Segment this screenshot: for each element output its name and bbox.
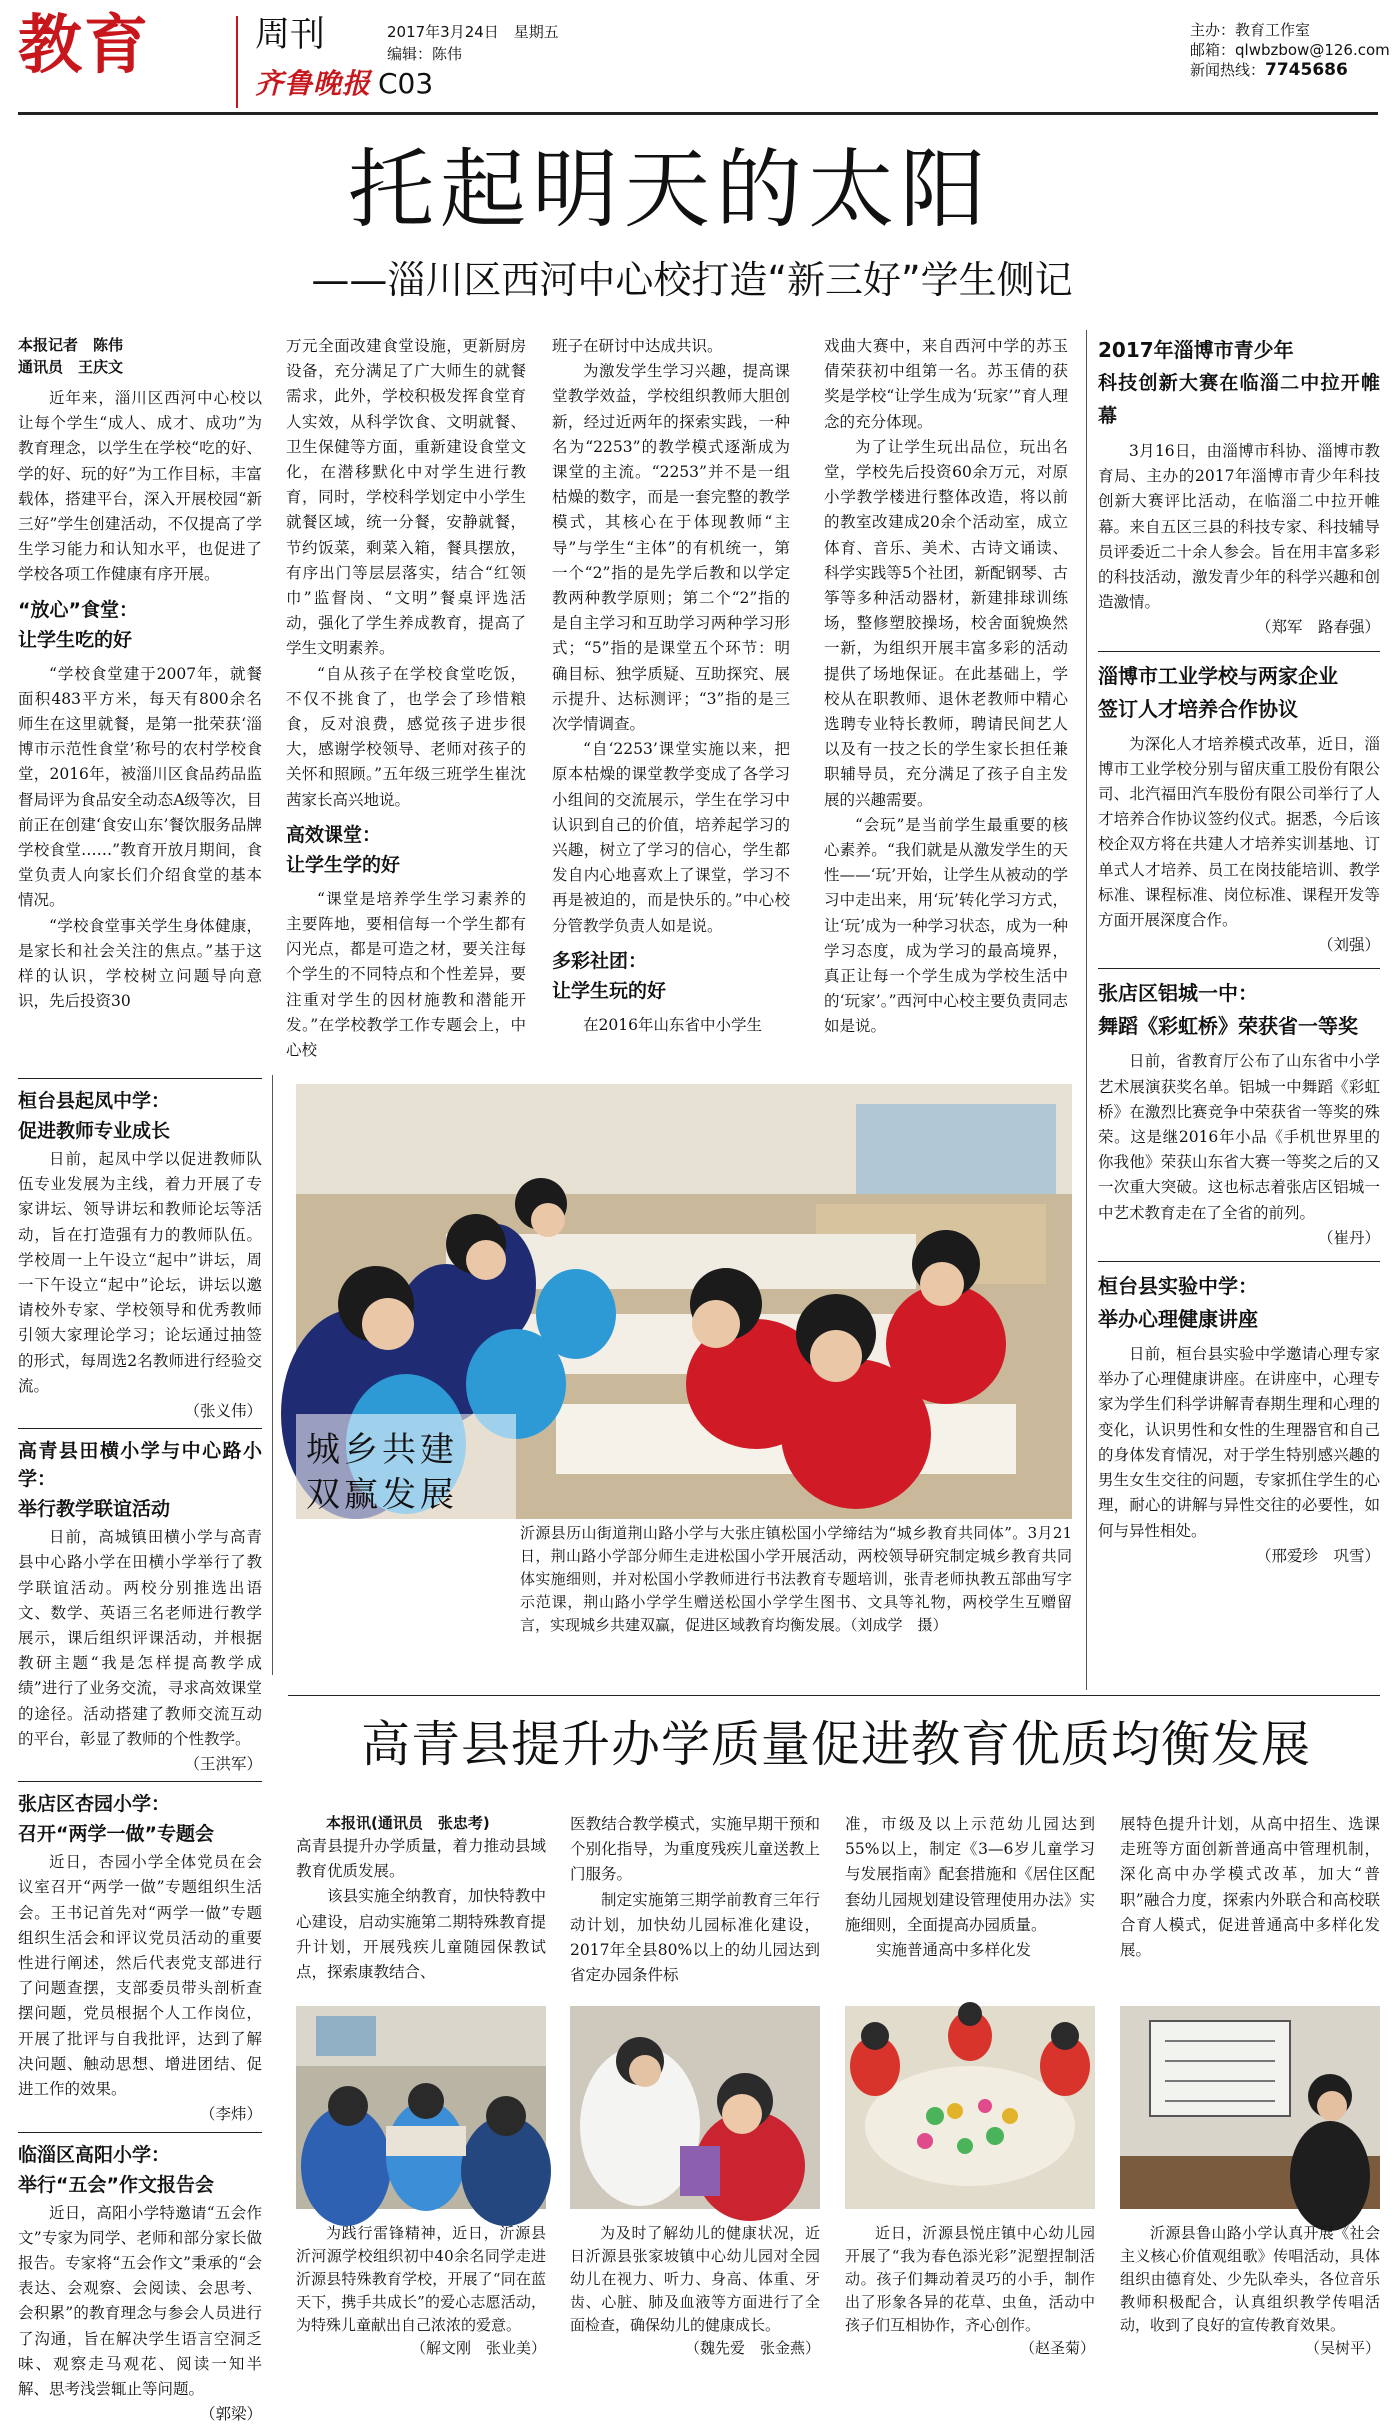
hotline-number: 7745686 xyxy=(1265,60,1348,80)
hotline-line xyxy=(1190,60,1348,80)
section-heading: 让学生学的好 xyxy=(286,853,401,876)
main-story-col3 xyxy=(552,334,790,1066)
caption-text: 为践行雷锋精神，近日，沂源县沂河源学校组织初中40余名同学走进沂源县特殊教育学校，开展了“同在蓝天下，携手共成长”的爱心志愿活动，为特殊儿童献出自己浓浓的爱意。 xyxy=(296,2224,546,2334)
paragraph: 为激发学生学习兴趣，提高课堂教学效益，学校组织教师大胆创新，经过近两年的探索实践，一种名为“2253”的教学模式逐渐成为课堂的主流。“2253”并不是一组枯燥的数字，而是一套完整的教学模式，其核心在于体现教师“主导”与学生“主体”的有机统一，第一个“2”指的是先学后教和以学定教两种教学原则；第二个“2”指的是自主学习和互助学习两种学习形式；“5”指的是课堂五个环节：明确目标、独学质疑、互助探究、展示提升、达标测评；“3”指的是三次学情调查。 xyxy=(552,362,790,734)
brief-place: 张店区铝城一中： xyxy=(1098,981,1258,1006)
brief-signature: （崔丹） xyxy=(1317,1228,1380,1247)
story2-byline: 本报讯(通讯员 张忠考) xyxy=(326,1814,490,1832)
photo-credit: （魏先爱 张金燕） xyxy=(684,2339,820,2357)
main-story-col4 xyxy=(824,334,1068,1066)
brief-place: 张店区杏园小学： xyxy=(18,1793,171,1816)
feature-photo-classroom xyxy=(296,1084,1072,1519)
paper-logo: 齐鲁晚报 xyxy=(255,67,372,100)
paragraph: 展特色提升计划，从高中招生、选课走班等方面创新普通高中管理机制，深化高中办学模式改革，加大“普职”融合力度，探索内外联合和高校联合育人模式，促进普通高中多样化发展。 xyxy=(1120,1815,1380,1960)
brief-title: 举办心理健康讲座 xyxy=(1098,1307,1258,1332)
brief-title: 召开“两学一做”专题会 xyxy=(18,1823,214,1846)
brief-signature: （李炜） xyxy=(199,2105,262,2124)
brief-signature: （张义伟） xyxy=(184,1402,262,1421)
page-number: C03 xyxy=(378,67,434,100)
section-heading: 高效课堂： xyxy=(286,823,382,846)
weekly-label: 周刊 xyxy=(255,15,326,55)
caption-text: 沂源县鲁山路小学认真开展《社会主义核心价值观组歌》传唱活动，具体组织由德育处、少先队牵头，各位音乐教师积极配合，认真组织教学传唱活动，收到了良好的宣传教育效果。 xyxy=(1120,2224,1380,2334)
caption-text: 近日，沂源县悦庄镇中心幼儿园开展了“我为春色添光彩”泥塑捏制活动。孩子们舞动着灵巧的小手，制作出了形象各异的花草、虫鱼，活动中孩子们互相协作，齐心创作。 xyxy=(845,2224,1095,2334)
paragraph: 戏曲大赛中，来自西河中学的苏玉倩荣获初中组第一名。苏玉倩的获奖是学校“让学生成为‘玩家’”育人理念的充分体现。 xyxy=(824,337,1068,431)
brief-title: 签订人才培养合作协议 xyxy=(1098,696,1298,721)
brief-body: 近日，高阳小学特邀请“五会作文”专家为同学、老师和部分家长做报告。专家将“五会作文”秉承的“会表达、会观察、会阅读、会思考、会积累”的教育理念与参会人员进行了沟通，旨在解决学生语言空洞乏味、观察走马观花、阅读一知半解、思考浅尝辄止等问题。 xyxy=(18,2203,262,2398)
brief-body: 近日，杏园小学全体党员在会议室召开“两学一做”专题组织生活会。王书记首先对“两学一做”专题组织生活会和评议党员活动的重要性进行阐述，然后代表党支部进行了问题查摆，支部委员带头剖析查摆问题，党员根据个人工作岗位，开展了批评与自我批评，达到了解决问题、触动思想、增进团结、促进工作的效果。 xyxy=(18,1853,262,2099)
brief-title: 2017年淄博市青少年 xyxy=(1098,338,1294,362)
main-headline: 托起明天的太阳 xyxy=(348,140,992,240)
brief-body: 为深化人才培养模式改革，近日，淄博市工业学校分别与留庆重工股份有限公司、北汽福田汽车股份有限公司举行了人才培养合作协议签约仪式。据悉，今后该校企双方将在共建人才培养实训基地、订单式人才培养、员工在岗技能培训、教学标准、课程标准、岗位标准、课程开发等方面开展深度合作。 xyxy=(1098,734,1380,930)
brief-body: 日前，省教育厅公布了山东省中小学艺术展演获奖名单。铝城一中舞蹈《彩虹桥》在激烈比赛竞争中荣获省一等奖的殊荣。这是继2016年小品《手机世界里的你我他》荣获山东省大赛一等奖之后的又一次重大突破。这也标志着张店区铝城一中艺术教育走在了全省的前列。 xyxy=(1098,1052,1380,1222)
music-class-photo xyxy=(1120,2006,1380,2209)
paragraph: “会玩”是当前学生最重要的核心素养。“我们就是从激发学生的天性——‘玩’开始，让学生从被动的学习中走出来，用‘玩’转化学习方式，让‘玩’成为一种学习状态，成为一种学习态度，成为学习的最高境界，真正让每一个学生成为学校生活中的‘玩家’。”西河中心校主要负责同志如是说。 xyxy=(824,815,1068,1036)
photo-credit: （刘成学 摄） xyxy=(850,1616,948,1634)
brief-signature: （王洪军） xyxy=(184,1755,262,1774)
clay-modelling-photo xyxy=(845,2006,1095,2209)
bottom-photo-1 xyxy=(296,2006,546,2209)
bottom-photo-2 xyxy=(570,2006,820,2209)
byline-reporter: 本报记者 陈伟 xyxy=(18,336,124,354)
section-heading: “放心”食堂： xyxy=(18,598,138,621)
caption-text: 沂源县历山街道荆山路小学与大张庄镇松国小学缔结为“城乡教育共同体”。3月21日，荆山路小学部分师生走进松国小学开展活动，两校领导研究制定城乡教育共同体实施细则，并对松国小学教师进行书法教育专题培训，张青老师执教五部曲写字示范课，荆山路小学学生赠送松国小学学生图书、文具等礼物，两校学生互赠留言，实现城乡共建双赢，促进区域教育均衡发展。 xyxy=(520,1524,1072,1634)
brief-title: 舞蹈《彩虹桥》荣获省一等奖 xyxy=(1098,1014,1358,1039)
brief-title: 淄博市工业学校与两家企业 xyxy=(1098,663,1338,688)
feature-photo-caption xyxy=(520,1522,1072,1637)
paragraph: “课堂是培养学生学习素养的主要阵地，要相信每一个学生都有闪光点，都是可造之材，要关注每个学生的不同特点和个性差异，要注重对学生的因材施教和潜能开发。”在学校教学工作专题会上，中心校 xyxy=(286,889,526,1060)
paragraph: “自从孩子在学校食堂吃饭，不仅不挑食了，也学会了珍惜粮食，反对浪费，感觉孩子进步很大，感谢学校领导、老师对孩子的关怀和照顾。”五年级三班学生崔沈茜家长高兴地说。 xyxy=(286,664,526,809)
brief-title: 举行教学联谊活动 xyxy=(18,1498,171,1521)
paragraph: 制定实施第三期学前教育三年行动计划，加快幼儿园标准化建设，2017年全县80%以上的幼儿园达到省定办园条件标 xyxy=(570,1890,820,1985)
paragraph: 为了让学生玩出品位，玩出名堂，学校先后投资60余万元，对原小学教学楼进行整体改造，将以前的教室改建成20余个活动室，成立体育、音乐、美术、古诗文诵读、科学实践等5个社团，新配钢琴、古筝等多种活动器材，新建排球训练场，整修塑胶操场，校舍面貌焕然一新，为组织开展丰富多彩的活动提供了场地保证。在此基础上，学校从在职教师、退休老教师中精心选聘专业特长教师，聘请民间艺人以及有一技之长的学生家长担任兼职辅导员，充分满足了孩子自主发展的兴趣需要。 xyxy=(824,437,1068,809)
paragraph: “学校食堂建于2007年，就餐面积483平方米，每天有800余名师生在这里就餐，是第一批荣获‘淄博市示范性食堂’称号的农村学校食堂，2016年，被淄川区食品药品监督局评为食品安全动态A级等次，目前正在创建‘食安山东’餐饮服务品牌学校食堂……”教育开放月期间，食堂负责人向家长们介绍食堂的基本情况。 xyxy=(18,664,262,910)
brief-place: 临淄区高阳小学： xyxy=(18,2143,171,2166)
section-title: 教育 xyxy=(18,9,150,83)
brief-body: 3月16日，由淄博市科协、淄博市教育局、主办的2017年淄博市青少年科技创新大赛评比活动，在临淄二中拉开帷幕。来自五区三县的科技专家、科技辅导员评委近二十余人参会。旨在用丰富多彩的科技活动，激发青少年的科学兴趣和创造激情。 xyxy=(1098,442,1380,612)
story2-col4 xyxy=(1120,1812,1380,1982)
brief-signature: （郑军 路春强） xyxy=(1255,618,1380,637)
story2-col3 xyxy=(845,1812,1095,1982)
brief-place: 高青县田横小学与中心路小学： xyxy=(18,1440,262,1491)
paragraph: 班子在研讨中达成共识。 xyxy=(552,337,723,355)
story2-headline: 高青县提升办学质量促进教育优质均衡发展 xyxy=(360,1716,1311,1773)
paragraph: 高青县提升办学质量，着力推动县域教育优质发展。 xyxy=(296,1837,546,1881)
photo-credit: （赵圣菊） xyxy=(1019,2339,1095,2357)
photo-credit: （吴树平） xyxy=(1304,2339,1380,2357)
brief-signature: （郭梁） xyxy=(199,2405,262,2424)
health-check-photo xyxy=(570,2006,820,2209)
caption-text: 为及时了解幼儿的健康状况，近日沂源县张家坡镇中心幼儿园对全园幼儿在视力、听力、身高、体重、牙齿、心脏、肺及血液等方面进行了全面检查，确保幼儿的健康成长。 xyxy=(570,2224,820,2334)
paragraph: “学校食堂事关学生身体健康，是家长和社会关注的焦点。”基于这样的认识，学校树立问题导向意识，先后投资30 xyxy=(18,916,262,1011)
brief-place: 桓台县起凤中学： xyxy=(18,1090,171,1112)
section-heading: 让学生吃的好 xyxy=(18,628,133,651)
editor-line: 编辑：陈伟 xyxy=(387,45,463,63)
brief-title: 科技创新大赛在临淄二中拉开帷幕 xyxy=(1098,372,1380,427)
brief-signature: （邢爱珍 巩雪） xyxy=(1255,1546,1380,1565)
right-sidebar xyxy=(1098,334,1380,1694)
brief-body: 日前，桓台县实验中学邀请心理专家举办了心理健康讲座。在讲座中，心理专家为学生们科学讲解青春期生理和心理的变化，认识男性和女性的生理器官和自己的身体发育情况，对于学生特别感兴趣的男生女生交往的问题，专家抓住学生的心理，耐心的讲解与异性交往的必要性，如何与异性相处。 xyxy=(1098,1345,1380,1540)
brief-title: 促进教师专业成长 xyxy=(18,1120,171,1142)
bottom-photo-4 xyxy=(1120,2006,1380,2209)
main-story-col1 xyxy=(18,334,262,1066)
bottom-photo-3 xyxy=(845,2006,1095,2209)
main-story-col2 xyxy=(286,334,526,1066)
photo-overlay-line1: 城乡共建 xyxy=(306,1430,458,1470)
story2-col2 xyxy=(570,1812,820,1985)
issue-date: 2017年3月24日 星期五 xyxy=(387,23,559,41)
section-heading: 多彩社团： xyxy=(552,949,648,972)
paragraph: “自‘2253’课堂实施以来，把原本枯燥的课堂教学变成了各学习小组间的交流展示，学生在学习中认识到自己的价值，培养起学习的兴趣，树立了学习的信心，学生都发自内心地喜欢上了课堂，学习不再是被迫的，而是快乐的。”中心校分管教学负责人如是说。 xyxy=(552,740,790,935)
byline-correspondent: 通讯员 王庆文 xyxy=(18,358,124,376)
brief-title: 举行“五会”作文报告会 xyxy=(18,2173,214,2196)
paragraph: 实施普通高中多样化发 xyxy=(876,1941,1032,1960)
bottom-caption-4 xyxy=(1120,2222,1380,2360)
paragraph: 准，市级及以上示范幼儿园达到55%以上，制定《3—6岁儿童学习与发展指南》配套措施和《居住区配套幼儿园规划建设管理使用办法》实施细则，全面提高办园质量。 xyxy=(845,1815,1095,1934)
story2-col1 xyxy=(296,1812,546,1982)
paragraph: 在2016年山东省中小学生 xyxy=(583,1015,762,1034)
host-line: 主办：教育工作室 xyxy=(1190,21,1311,39)
paragraph: 该县实施全纳教育，加快特教中心建设，启动实施第二期特殊教育提升计划，开展残疾儿童随园保教试点，探索康教结合、 xyxy=(296,1887,546,1982)
bottom-caption-3 xyxy=(845,2222,1095,2360)
left-sidebar xyxy=(18,1078,262,2424)
bottom-caption-1 xyxy=(296,2222,546,2360)
section-heading: 让学生玩的好 xyxy=(552,979,667,1002)
brief-place: 桓台县实验中学： xyxy=(1098,1274,1258,1299)
brief-signature: （刘强） xyxy=(1317,936,1380,955)
email-line: 邮箱：qlwbzbow@126.com xyxy=(1190,41,1390,59)
photo-credit: （解文刚 张业美） xyxy=(410,2339,546,2357)
brief-body: 日前，高城镇田横小学与高青县中心路小学在田横小学举行了教学联谊活动。两校分别推选出语文、数学、英语三名老师进行教学展示，课后组织评课活动，并根据教研主题“我是怎样提高教学成绩”进行了业务交流，寻求高效课堂的途径。活动搭建了教师交流互动的平台，彰显了教师的个性教学。 xyxy=(18,1528,262,1748)
paragraph: 近年来，淄川区西河中心校以让每个学生“成人、成才、成功”为教育理念，以学生在学校“吃的好、学的好、玩的好”为工作目标，丰富载体，搭建平台，深入开展校园“新三好”学生创建活动，不仅提高了学生学习能力和认知水平，也促进了学校各项工作健康有序开展。 xyxy=(18,389,262,584)
main-subheadline: ——淄川区西河中心校打造“新三好”学生侧记 xyxy=(311,258,1073,302)
hotline-label: 新闻热线： xyxy=(1190,61,1266,79)
photo-overlay-line2: 双赢发展 xyxy=(306,1475,458,1515)
paragraph: 医教结合教学模式，实施早期干预和个别化指导，为重度残疾儿童送教上门服务。 xyxy=(570,1815,820,1884)
bottom-caption-2 xyxy=(570,2222,820,2360)
paragraph: 万元全面改建食堂设施，更新厨房设备，充分满足了广大师生的就餐需求，此外，学校积极发挥食堂育人实效，从科学饮食、文明就餐、卫生保健等方面，重新建设食堂文化，在潜移默化中对学生进行教育，同时，学校科学划定中小学生就餐区域，统一分餐，安静就餐，节约饭菜，剩菜入箱，餐具摆放，有序出门等层层落实，结合“红领巾”监督岗、“文明”餐桌评选活动，强化了学生养成教育，提高了学生文明素养。 xyxy=(286,337,526,658)
brief-body: 日前，起凤中学以促进教师队伍专业发展为主线，着力开展了专家讲坛、领导讲坛和教师论坛等活动，旨在打造强有力的教师队伍。学校周一上午设立“起中”讲坛，周一下午设立“起中”论坛，讲坛以邀请校外专家、学校领导和优秀教师引领大家理论学习；论坛通过抽签的形式，每周选2名教师进行经验交流。 xyxy=(18,1150,262,1395)
special-school-photo xyxy=(296,2006,546,2209)
